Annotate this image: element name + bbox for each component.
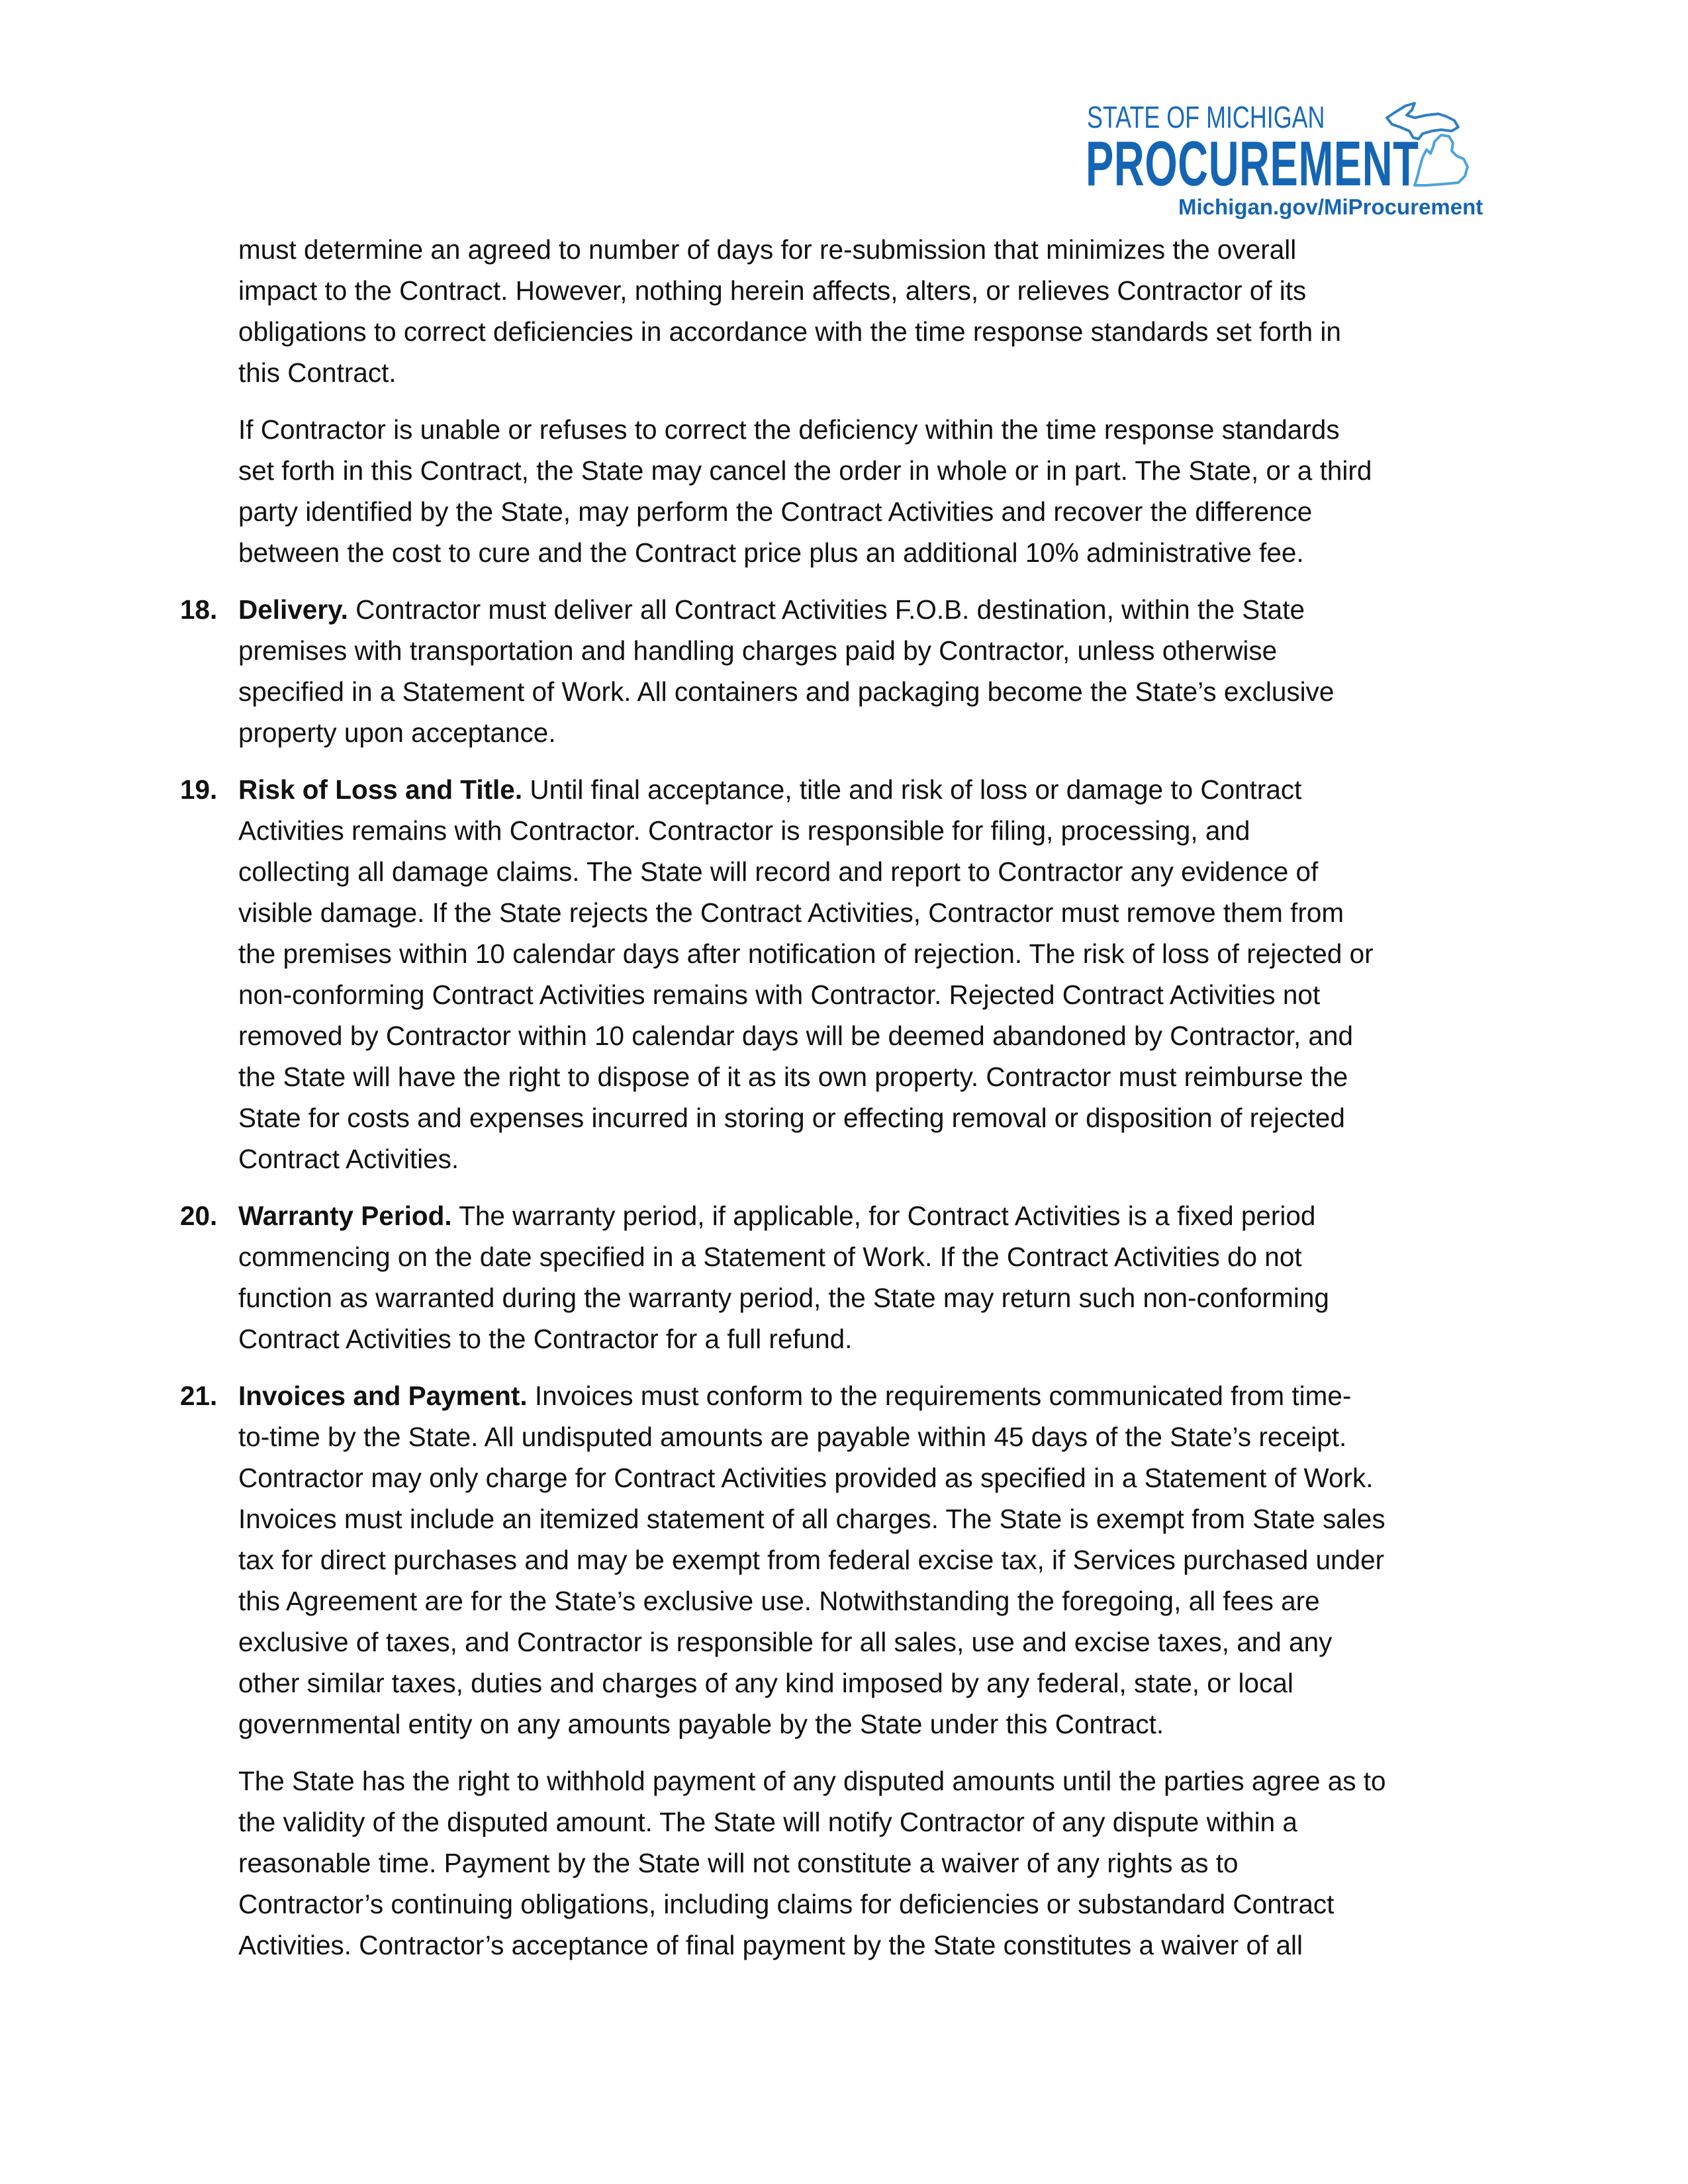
disputed-amounts-paragraph xyxy=(238,1760,1496,1966)
michigan-map-icon xyxy=(1380,98,1479,191)
continuation-paragraph xyxy=(238,229,1496,393)
logo-url: Michigan.gov/MiProcurement xyxy=(1178,195,1483,219)
section-title: Delivery. xyxy=(238,594,348,625)
text-line: function as warranted during the warranty period, the State may return such non-conforming xyxy=(238,1283,1329,1313)
section-title: Risk of Loss and Title. xyxy=(238,774,523,805)
text-line: governmental entity on any amounts payable by the State under this Contract. xyxy=(238,1709,1164,1739)
text-line xyxy=(238,589,1496,630)
section-text: The warranty period, if applicable, for Contract Activities is a fixed period xyxy=(451,1201,1316,1231)
section-text: Until final acceptance, title and risk of loss or damage to Contract xyxy=(522,774,1302,805)
text-line: State for costs and expenses incurred in storing or effecting removal or disposition of rejected xyxy=(238,1103,1345,1133)
section-text: Invoices must conform to the requirements communicated from time- xyxy=(527,1381,1352,1411)
section-text: Contractor must deliver all Contract Activities F.O.B. destination, within the State xyxy=(348,594,1305,625)
text-line: If Contractor is unable or refuses to correct the deficiency within the time response standards xyxy=(238,414,1340,445)
text-line: the premises within 10 calendar days after notification of rejection. The risk of loss of rejected or xyxy=(238,938,1374,969)
text-line: this Contract. xyxy=(238,357,397,388)
section-18-delivery xyxy=(180,589,1496,753)
text-line: to-time by the State. All undisputed amounts are payable within 45 days of the State’s receipt. xyxy=(238,1422,1347,1452)
text-line: The State has the right to withhold payment of any disputed amounts until the parties agree as to xyxy=(238,1766,1386,1796)
section-21-invoices-and-payment xyxy=(180,1375,1496,1745)
text-line xyxy=(238,769,1496,810)
text-line: Activities. Contractor’s acceptance of final payment by the State constitutes a waiver of all xyxy=(238,1930,1303,1960)
section-number: 20. xyxy=(180,1201,218,1231)
text-line: Contractor’s continuing obligations, including claims for deficiencies or substandard Contract xyxy=(238,1889,1335,1919)
text-line: this Agreement are for the State’s exclusive use. Notwithstanding the foregoing, all fees are xyxy=(238,1586,1320,1616)
text-line: reasonable time. Payment by the State will not constitute a waiver of any rights as to xyxy=(238,1848,1239,1878)
text-line: exclusive of taxes, and Contractor is responsible for all sales, use and excise taxes, and any xyxy=(238,1627,1333,1657)
text-line: other similar taxes, duties and charges of any kind imposed by any federal, state, or local xyxy=(238,1668,1293,1698)
text-line: the validity of the disputed amount. The State will notify Contractor of any dispute within a xyxy=(238,1807,1297,1837)
text-line: Activities remains with Contractor. Contractor is responsible for filing, processing, and xyxy=(238,815,1250,846)
text-line: tax for direct purchases and may be exempt from federal excise tax, if Services purchased under xyxy=(238,1545,1385,1575)
text-line: obligations to correct deficiencies in accordance with the time response standards set forth in xyxy=(238,316,1341,347)
section-title: Warranty Period. xyxy=(238,1201,452,1231)
text-line: Contract Activities to the Contractor for a full refund. xyxy=(238,1324,853,1354)
text-line: between the cost to cure and the Contract price plus an additional 10% administrative fee. xyxy=(238,537,1304,568)
section-number: 18. xyxy=(180,594,218,625)
text-line xyxy=(238,1375,1496,1416)
text-line: impact to the Contract. However, nothing herein affects, alters, or relieves Contractor of its xyxy=(238,275,1307,306)
logo-state-of-michigan: STATE OF MICHIGAN xyxy=(1087,100,1325,134)
text-line: Invoices must include an itemized statement of all charges. The State is exempt from State sales xyxy=(238,1504,1385,1534)
text-line: collecting all damage claims. The State will record and report to Contractor any evidence of xyxy=(238,856,1319,887)
text-line: must determine an agreed to number of days for re-submission that minimizes the overall xyxy=(238,234,1297,265)
text-line: specified in a Statement of Work. All containers and packaging become the State’s exclusive xyxy=(238,676,1335,707)
text-line: set forth in this Contract, the State may cancel the order in whole or in part. The State, or a third xyxy=(238,455,1372,486)
text-line: removed by Contractor within 10 calendar days will be deemed abandoned by Contractor, and xyxy=(238,1021,1353,1051)
text-line: party identified by the State, may perform the Contract Activities and recover the difference xyxy=(238,496,1313,527)
logo-procurement: PROCUREMENT xyxy=(1086,128,1419,199)
section-20-warranty-period xyxy=(180,1195,1496,1359)
text-line: non-conforming Contract Activities remains with Contractor. Rejected Contract Activities not xyxy=(238,979,1321,1010)
section-number: 19. xyxy=(180,774,218,805)
cure-paragraph xyxy=(238,409,1496,573)
text-line: the State will have the right to dispose of it as its own property. Contractor must reimburse the xyxy=(238,1062,1348,1092)
text-line: Contract Activities. xyxy=(238,1144,459,1174)
section-number: 21. xyxy=(180,1381,218,1411)
section-title: Invoices and Payment. xyxy=(238,1381,528,1411)
section-19-risk-of-loss xyxy=(180,769,1496,1179)
text-line: commencing on the date specified in a Statement of Work. If the Contract Activities do not xyxy=(238,1242,1302,1272)
text-line: property upon acceptance. xyxy=(238,717,556,748)
text-line: premises with transportation and handling charges paid by Contractor, unless otherwise xyxy=(238,635,1278,666)
document-body xyxy=(180,229,1496,1981)
text-line: Contractor may only charge for Contract Activities provided as specified in a Statement of Work. xyxy=(238,1463,1374,1493)
michigan-procurement-logo xyxy=(1086,98,1496,224)
text-line: visible damage. If the State rejects the Contract Activities, Contractor must remove them from xyxy=(238,897,1344,928)
text-line xyxy=(238,1195,1496,1236)
